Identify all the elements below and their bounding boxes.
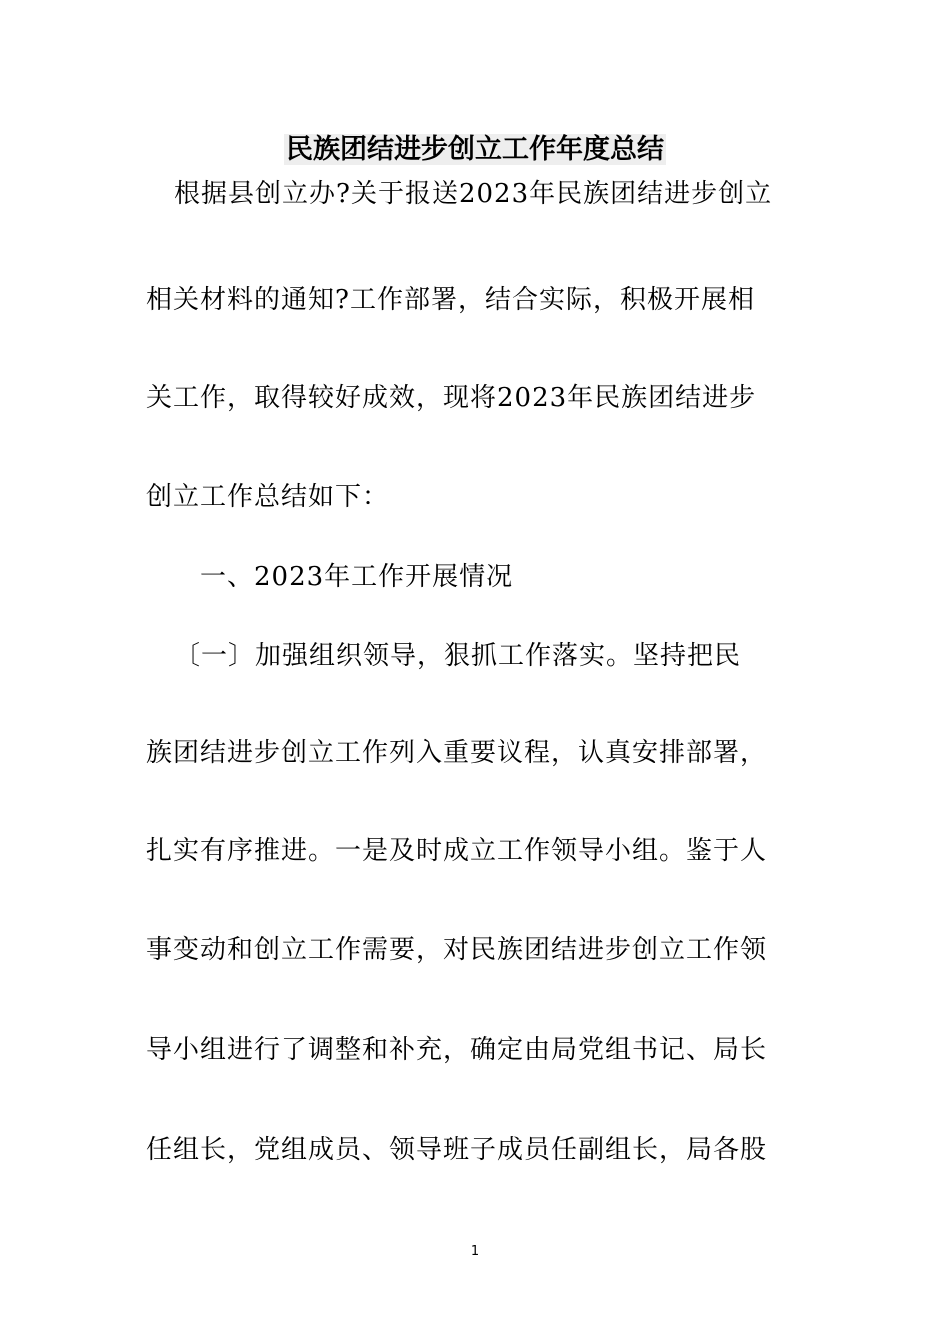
document-title: [0, 128, 950, 172]
page-number: 1: [470, 1244, 480, 1259]
paragraph-line: 〔一〕加强组织领导，狠抓工作落实。坚持把民: [174, 641, 742, 671]
title-text: 民族团结进步创立工作年度总结: [286, 134, 664, 165]
paragraph-line: 事变动和创立工作需要，对民族团结进步创立工作领: [146, 935, 768, 965]
paragraph-line: 族团结进步创立工作列入重要议程，认真安排部署，: [146, 738, 768, 768]
section-heading: 一、2023年工作开展情况: [200, 562, 514, 592]
paragraph-line: 相关材料的通知?工作部署，结合实际，积极开展相: [146, 285, 755, 315]
paragraph-line: 任组长，党组成员、领导班子成员任副组长，局各股: [146, 1135, 768, 1165]
paragraph-line: 关工作，取得较好成效，现将2023年民族团结进步: [146, 383, 757, 413]
paragraph-line: 导小组进行了调整和补充，确定由局党组书记、局长: [146, 1035, 768, 1065]
paragraph-line: 扎实有序推进。一是及时成立工作领导小组。鉴于人: [146, 836, 768, 866]
paragraph-line: 创立工作总结如下：: [146, 482, 390, 512]
paragraph-line: 根据县创立办?关于报送2023年民族团结进步创立: [174, 179, 773, 209]
